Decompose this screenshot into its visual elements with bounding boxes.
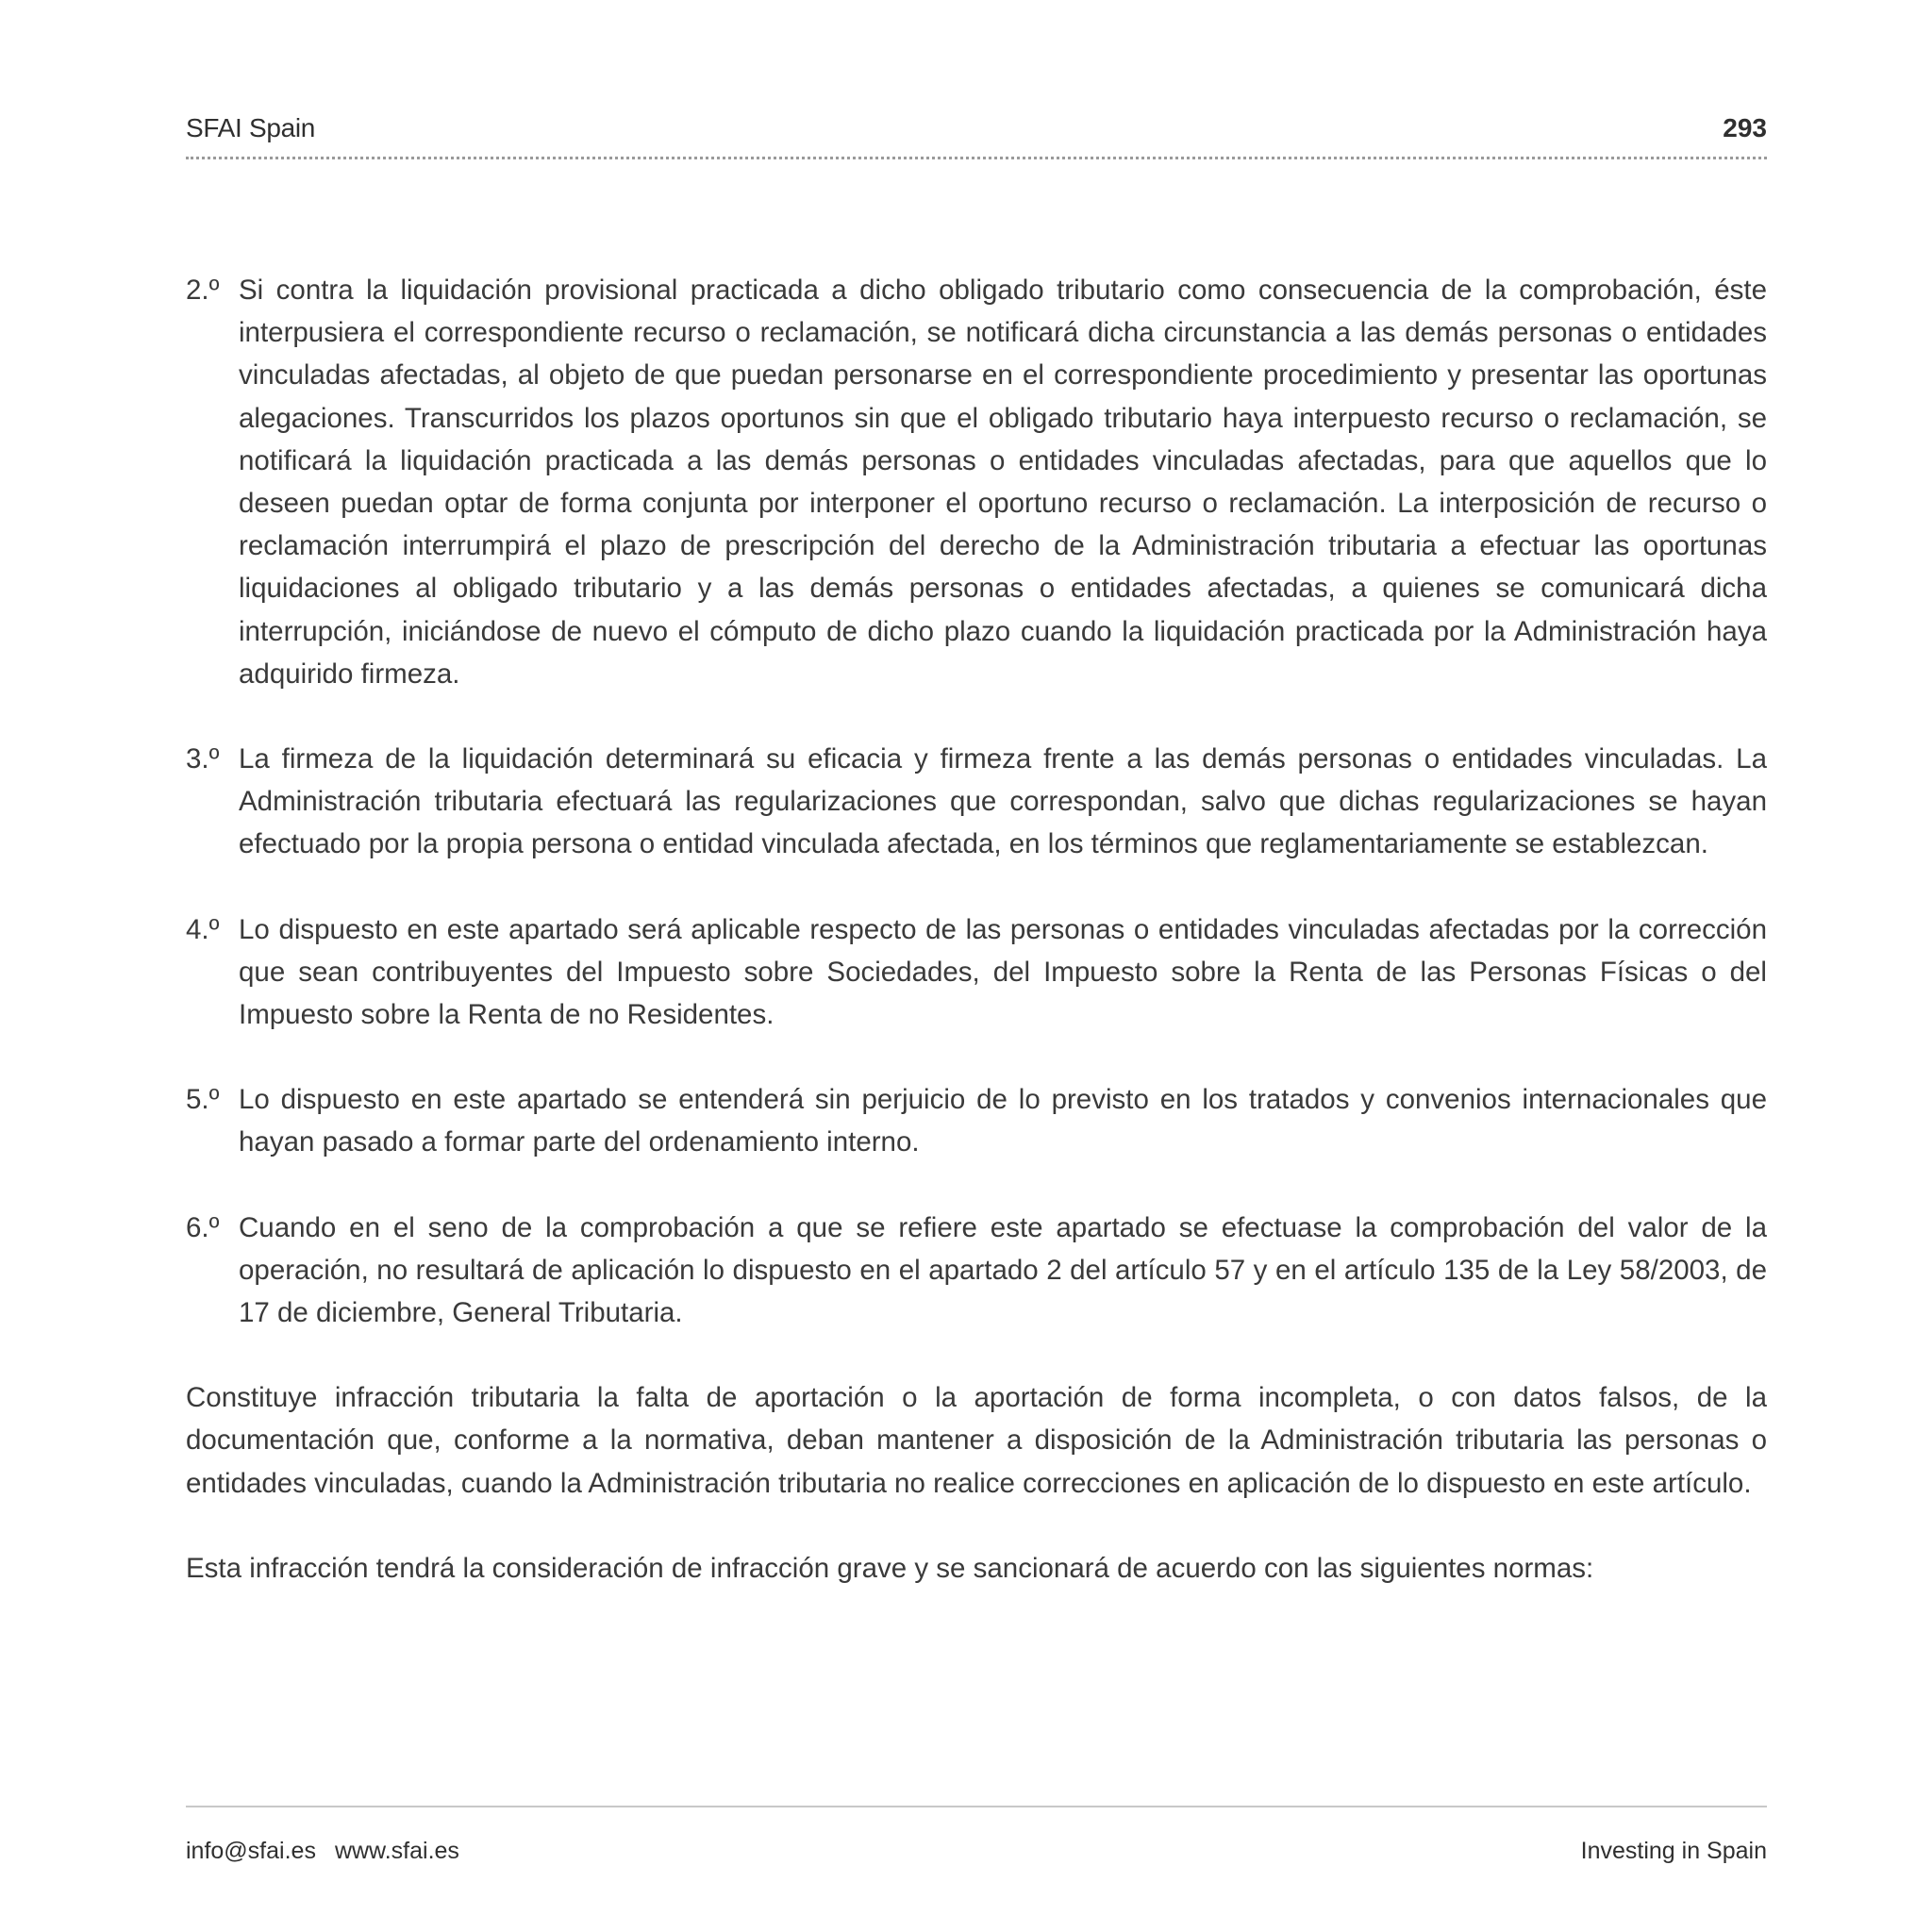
item-number: 5.º — [186, 1084, 220, 1116]
item-number: 2.º — [186, 275, 220, 306]
footer-tagline: Investing in Spain — [1580, 1838, 1767, 1864]
item-number: 6.º — [186, 1211, 220, 1243]
list-item — [186, 269, 1767, 695]
list-item — [186, 738, 1767, 866]
footer-contact — [186, 1838, 459, 1865]
footer-divider — [186, 1806, 1767, 1807]
list-item — [186, 1078, 1767, 1163]
page-header — [186, 106, 1767, 151]
item-text: Cuando en el seno de la comprobación a que se refiere este apartado se efectuase la comprobación del valor de la operación, no resultará de aplicación lo dispuesto en el apartado 2 del artículo 57 y en el artículo 135 de la Ley 58/2003, de 17 de diciembre, General Tributaria. — [239, 1211, 1767, 1329]
item-number: 3.º — [186, 743, 220, 775]
item-text: Si contra la liquidación provisional practicada a dicho obligado tributario como consecuencia de la comprobación, éste interpusiera el correspondiente recurso o reclamación, se notificará dicha circunstancia a las demás personas o entidades vinculadas afectadas, al objeto de que puedan personarse en el correspondiente procedimiento y presentar las oportunas alegaciones. Transcurridos los plazos oportunos sin que el obligado tributario haya interpuesto recurso o reclamación, se notificará la liquidación practicada a las demás personas o entidades vinculadas afectadas, para que aquellos que lo deseen puedan optar de forma conjunta por interponer el oportuno recurso o reclamación. La interposición de recurso o reclamación interrumpirá el plazo de prescripción del derecho de la Administración tributaria a efectuar las oportunas liquidaciones al obligado tributario y a las demás personas o entidades afectadas, a quienes se comunicará dicha interrupción, iniciándose de nuevo el cómputo de dicho plazo cuando la liquidación practicada por la Administración haya adquirido firmeza. — [239, 275, 1767, 690]
list-item — [186, 908, 1767, 1037]
footer-website-link[interactable]: www.sfai.es — [334, 1838, 459, 1864]
body-paragraph: Esta infracción tendrá la consideración de infracción grave y se sancionará de acuerdo con las siguientes normas: — [186, 1552, 1594, 1584]
item-text: Lo dispuesto en este apartado será aplicable respecto de las personas o entidades vinculadas afectadas por la corrección que sean contribuyentes del Impuesto sobre Sociedades, del Impuesto sobre la Renta de las Personas Físicas o del Impuesto sobre la Renta de no Residentes. — [239, 913, 1767, 1031]
list-item — [186, 1207, 1767, 1335]
footer-email-link[interactable]: info@sfai.es — [186, 1838, 316, 1864]
header-divider — [186, 157, 1767, 159]
item-number: 4.º — [186, 913, 220, 945]
header-title: SFAI Spain — [186, 113, 316, 142]
item-text: Lo dispuesto en este apartado se entenderá sin perjuicio de lo previsto en los tratados y convenios internacionales que hayan pasado a formar parte del ordenamiento interno. — [239, 1084, 1767, 1158]
page-number: 293 — [1723, 113, 1767, 142]
item-text: La firmeza de la liquidación determinará su eficacia y firmeza frente a las demás personas o entidades vinculadas. La Administración tributaria efectuará las regularizaciones que correspondan, salvo que dichas regularizaciones se hayan efectuado por la propia persona o entidad vinculada afectada, en los términos que reglamentariamente se establezcan. — [239, 743, 1767, 860]
main-content — [186, 269, 1767, 1632]
body-paragraph: Constituye infracción tributaria la falta de aportación o la aportación de forma incompleta, o con datos falsos, de la documentación que, conforme a la normativa, deban mantener a disposición de la Administración tributaria las personas o entidades vinculadas, cuando la Administración tributaria no realice correcciones en aplicación de lo dispuesto en este artículo. — [186, 1382, 1767, 1499]
